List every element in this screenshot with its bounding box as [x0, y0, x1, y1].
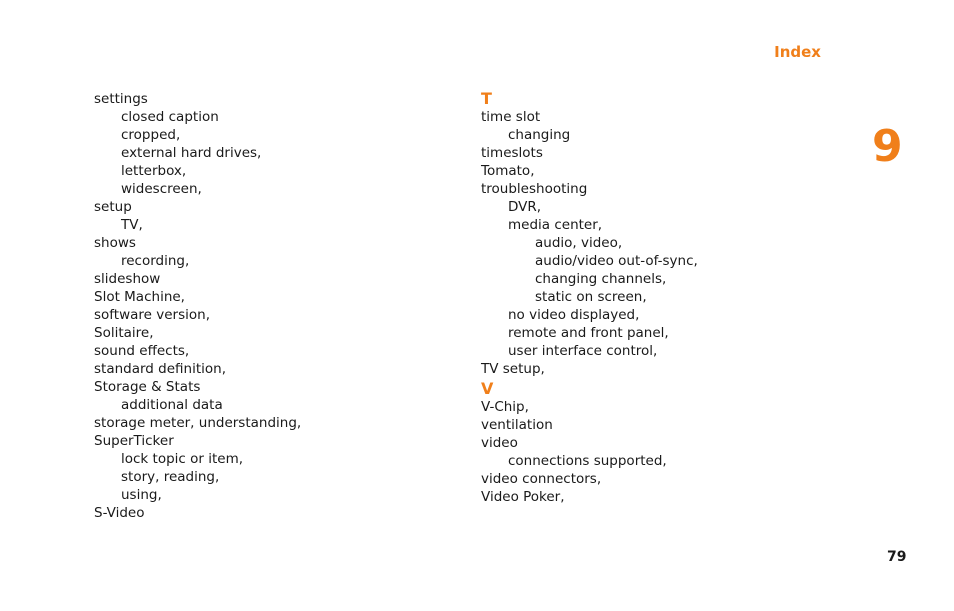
- section-title: Index: [774, 43, 821, 61]
- index-entry: S-Video: [94, 505, 145, 521]
- index-entry: Storage & Stats: [94, 379, 201, 395]
- index-column-left: [94, 90, 301, 522]
- index-subentry: user interface control,: [508, 343, 658, 359]
- index-subentry: no video displayed,: [508, 307, 640, 323]
- index-subentry: letterbox,: [121, 163, 187, 179]
- index-subentry: static on screen,: [535, 289, 647, 305]
- index-letter-heading: T: [481, 89, 492, 108]
- chapter-number: 9: [872, 121, 903, 172]
- index-entry: settings: [94, 91, 148, 107]
- index-entry: storage meter, understanding,: [94, 415, 302, 431]
- index-subentry: remote and front panel,: [508, 325, 669, 341]
- index-subentry: media center,: [508, 217, 603, 233]
- index-subentry: recording,: [121, 253, 190, 269]
- index-entry: setup: [94, 199, 132, 215]
- index-entry: ventilation: [481, 417, 553, 433]
- index-subentry: external hard drives,: [121, 145, 262, 161]
- index-entry: Slot Machine,: [94, 289, 185, 305]
- index-entry: V-Chip,: [481, 399, 529, 415]
- index-entry: slideshow: [94, 271, 161, 287]
- index-entry: timeslots: [481, 145, 543, 161]
- index-subentry: lock topic or item,: [121, 451, 244, 467]
- index-entry: Solitaire,: [94, 325, 154, 341]
- index-subentry: TV,: [121, 217, 143, 233]
- index-entry: TV setup,: [481, 361, 545, 377]
- index-entry: Tomato,: [481, 163, 535, 179]
- index-entry: software version,: [94, 307, 211, 323]
- index-entry: Video Poker,: [481, 489, 565, 505]
- index-subentry: audio/video out-of-sync,: [535, 253, 698, 269]
- index-subentry: using,: [121, 487, 162, 503]
- index-subentry: cropped,: [121, 127, 181, 143]
- index-letter-heading: V: [481, 379, 494, 398]
- index-entry: video: [481, 435, 518, 451]
- index-entry: shows: [94, 235, 136, 251]
- page-number: 79: [887, 549, 907, 565]
- index-entry: sound effects,: [94, 343, 190, 359]
- index-entry: video connectors,: [481, 471, 602, 487]
- index-subentry: connections supported,: [508, 453, 667, 469]
- index-column-right: [481, 88, 698, 506]
- index-subentry: changing: [508, 127, 571, 143]
- index-entry: time slot: [481, 109, 541, 125]
- index-subentry: changing channels,: [535, 271, 667, 287]
- index-entry: SuperTicker: [94, 433, 174, 449]
- index-entry: troubleshooting: [481, 181, 588, 197]
- index-subentry: closed caption: [121, 109, 219, 125]
- index-entry: standard definition,: [94, 361, 227, 377]
- index-subentry: DVR,: [508, 199, 542, 215]
- index-subentry: additional data: [121, 397, 223, 413]
- index-subentry: audio, video,: [535, 235, 623, 251]
- index-subentry: story, reading,: [121, 469, 220, 485]
- index-subentry: widescreen,: [121, 181, 202, 197]
